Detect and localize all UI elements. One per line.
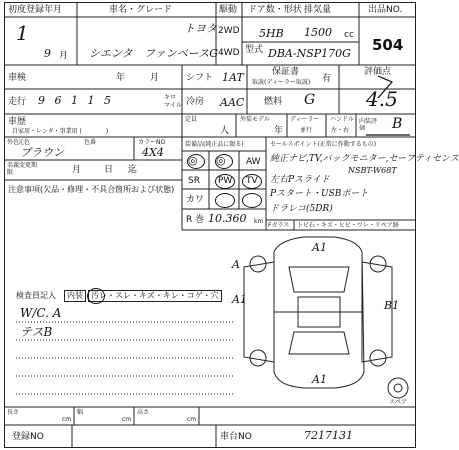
hw-sp1: 純正ナビ,TV,バックモニター,セーフティセンス	[270, 154, 459, 164]
listing-no: 504	[372, 36, 404, 54]
parallel-label: 並行	[300, 127, 313, 134]
equip-pw: PW	[218, 176, 233, 186]
model-label: 型式	[245, 45, 264, 55]
sales-point-label: セールスポイント(正常に作動するもの)	[270, 141, 377, 148]
r-label: R 巻	[186, 215, 205, 225]
cm-1: cm	[62, 416, 72, 423]
mark-a: A	[232, 258, 240, 271]
mark-b1: B1	[384, 299, 400, 312]
circle-mark	[215, 174, 235, 189]
doors-label: ドア数・形状	[248, 5, 302, 15]
inspection-month-unit: 月	[150, 73, 160, 83]
hw-mileage: 9 6 1 1 5	[38, 94, 114, 107]
hw-color-no: 4X4	[142, 146, 164, 159]
cm-2: cm	[122, 416, 132, 423]
equip-sr: SR	[188, 176, 200, 186]
hw-shift: 1AT	[222, 71, 244, 84]
cc-unit: cc	[344, 30, 354, 40]
outer-model-label: 外装モデル	[240, 116, 270, 123]
ac-label: 冷房	[186, 97, 205, 107]
hw-car-name: シエンタ	[89, 47, 133, 60]
circle-mark	[87, 288, 105, 304]
color-orig-label: 元色	[18, 139, 31, 146]
dealer-label: ディーラー	[290, 116, 320, 123]
circle-mark	[242, 193, 262, 208]
equip-tv: TV	[246, 176, 258, 186]
hw-score: 4.5	[366, 87, 398, 111]
equip-label: 装備品(純正品に限る)	[185, 141, 244, 148]
circle-mark	[242, 174, 262, 189]
hw-note1: W/C. A	[20, 306, 62, 320]
persons-unit: 人	[220, 126, 230, 136]
warranty-label: 保証書	[272, 67, 300, 77]
hw-interior-score: B	[392, 116, 403, 132]
width-label: 幅	[77, 409, 84, 416]
circle-mark	[215, 193, 235, 208]
drive-label: 駆動	[219, 5, 238, 15]
length-label: 長さ	[7, 409, 20, 416]
notes-label: 注意事項(欠品・修理・不具合箇所および状態)	[8, 185, 175, 194]
hw-sp2: 左右Pスライド	[270, 175, 330, 185]
reg-no-label: 登録NO	[12, 432, 44, 442]
color-label: 外色	[7, 139, 20, 146]
hw-car-maker: トヨタ	[184, 22, 217, 35]
listing-no-label: 出品NO.	[368, 5, 403, 15]
title-change-label: 名義変更期限	[7, 162, 38, 176]
mark-a1-bottom: A1	[312, 373, 327, 386]
first-reg-label: 初度登録年月	[8, 5, 63, 15]
color-no-prefix: カラーNO	[138, 139, 166, 146]
hw-reg-month: 9	[44, 47, 51, 60]
history-label: 車歴	[8, 117, 27, 127]
inspection-label: 車検	[8, 73, 27, 83]
warranty-with: 有	[322, 74, 332, 84]
name-grade-label: 車名・グレード	[109, 5, 173, 15]
hw-doors: 5HB	[259, 27, 284, 40]
hw-chassis-no: 7217131	[304, 429, 353, 442]
hw-color: ブラウン	[20, 146, 64, 159]
title-month-unit: 月	[72, 165, 82, 175]
hw-ac: AAC	[220, 96, 245, 109]
inspector-tab-items: 汚レ・スレ・キズ・キレ・コゲ・穴	[88, 290, 222, 302]
displacement-label: 排気量	[304, 5, 332, 15]
km-unit: キロ	[164, 94, 177, 101]
capacity-label: 定員	[185, 116, 198, 123]
hw-sp4: ドラレコ(5DR)	[270, 204, 333, 214]
shift-label: シフト	[186, 73, 214, 83]
hw-model-code: DBA-NSP170G	[268, 47, 351, 60]
drive-4wd: 4WD	[218, 48, 240, 58]
spare-label: スペア	[389, 399, 408, 406]
hw-cc: 1500	[304, 26, 332, 39]
hw-r-no: 10.360	[208, 212, 247, 225]
circle-mark	[187, 154, 205, 169]
reg-month-unit: 月	[59, 51, 69, 61]
color-no-label: 色番	[84, 139, 97, 146]
mark-a1-top: A1	[312, 241, 327, 254]
km-label: km	[254, 218, 264, 225]
outer-year-label: 年	[274, 126, 284, 136]
nav-icon: ◎	[188, 154, 198, 167]
title-day-unit: 日	[104, 165, 114, 175]
equip-aw: AW	[246, 157, 261, 167]
inspector-label: 検査員記入	[16, 291, 56, 300]
glass-items: トビ石・キズ・ヒビ・ワレ・リペア跡	[297, 222, 399, 229]
inspection-year-unit: 年	[116, 73, 126, 83]
hw-fuel: G	[304, 92, 316, 108]
interior-label: 内装評価	[359, 118, 378, 132]
hw-reg-year: 1	[16, 21, 29, 45]
glass-label: Fガラス	[268, 222, 290, 229]
circle-mark	[215, 154, 233, 169]
chassis-label: 車台NO	[220, 432, 252, 442]
equip-kawa: カワ	[186, 195, 205, 205]
auction-sheet	[4, 2, 459, 448]
score-label: 評価点	[364, 67, 392, 77]
warranty-sub: 取説(ディーラー取説)	[252, 79, 311, 86]
hw-grade: ファンベースG	[144, 47, 219, 60]
hw-sp3: Pスタート・USBポート	[270, 189, 369, 199]
km-unit-sub: マイル	[164, 102, 182, 109]
handle-value: 左・右	[331, 127, 350, 134]
title-until: 迄	[128, 165, 138, 175]
handle-label: ハンドル	[330, 116, 355, 123]
mark-a1-left: A1	[232, 293, 247, 306]
fuel-label: 燃料	[264, 97, 283, 107]
hw-note2: テスB	[20, 325, 53, 339]
height-label: 高さ	[137, 409, 150, 416]
history-sub: 自家用・レンタ・事業用 ( )	[12, 128, 109, 135]
ac-icon: ◎	[216, 154, 226, 167]
drive-2wd: 2WD	[218, 26, 240, 36]
cm-3: cm	[187, 416, 197, 423]
mileage-label: 走行	[8, 97, 27, 107]
hw-sp1b: NSBT-W68T	[348, 166, 397, 175]
inspector-tab-interior: 内装	[64, 290, 86, 302]
